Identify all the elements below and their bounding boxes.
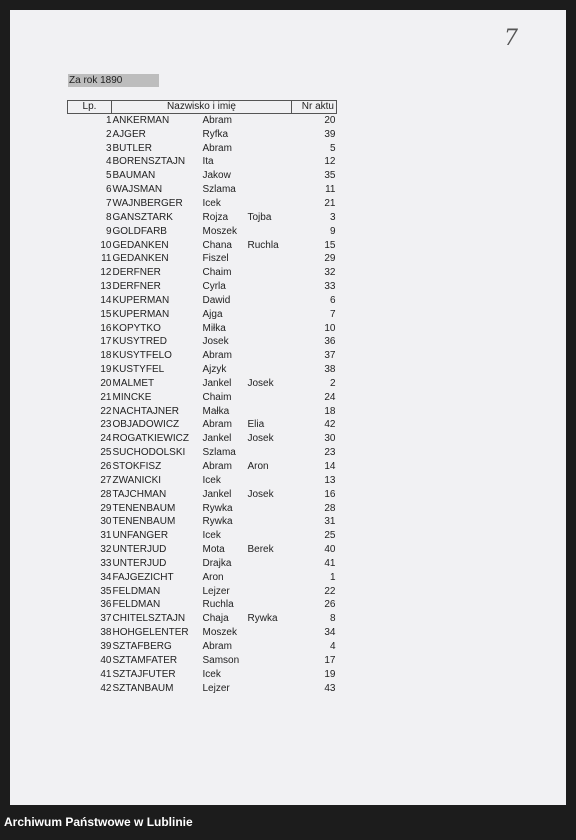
table-row — [68, 585, 337, 599]
first-name: Abram — [202, 350, 232, 362]
first-name: Mota — [202, 544, 225, 556]
surname: ANKERMAN — [112, 114, 170, 126]
table-row — [68, 336, 337, 350]
row-number: 14 — [100, 294, 112, 306]
surname: CHITELSZTAJN — [112, 613, 186, 625]
surname: SUCHODOLSKI — [112, 447, 186, 459]
act-number: 18 — [324, 405, 336, 417]
act-number: 37 — [324, 350, 336, 362]
second-name — [248, 225, 292, 239]
row-number: 19 — [100, 364, 112, 376]
second-name — [248, 280, 292, 294]
second-name — [248, 474, 292, 488]
row-number: 26 — [100, 461, 112, 473]
table-row — [68, 266, 337, 280]
first-name: Chaja — [202, 613, 229, 625]
table-row — [68, 169, 337, 183]
row-number: 30 — [100, 516, 112, 528]
first-name: Miłka — [202, 322, 226, 334]
act-number: 21 — [324, 197, 336, 209]
surname: MINCKE — [112, 391, 152, 403]
row-number: 24 — [100, 433, 112, 445]
first-name: Szlama — [202, 184, 236, 196]
first-name: Lejzer — [202, 585, 230, 597]
surname: ROGATKIEWICZ — [112, 433, 189, 445]
table-row — [68, 225, 337, 239]
table-row — [68, 142, 337, 156]
row-number: 16 — [100, 322, 112, 334]
row-number: 1 — [105, 114, 112, 126]
surname: KUSYTRED — [112, 336, 167, 348]
surname: UNTERJUD — [112, 544, 167, 556]
row-number: 10 — [100, 239, 112, 251]
second-name — [248, 557, 292, 571]
table-row — [68, 114, 337, 128]
row-number: 13 — [100, 281, 112, 293]
surname: STOKFISZ — [112, 461, 162, 473]
first-name: Icek — [202, 530, 221, 542]
act-number: 7 — [329, 308, 336, 320]
act-number: 2 — [329, 377, 336, 389]
row-number: 11 — [101, 253, 112, 265]
table-row — [68, 571, 337, 585]
act-number: 31 — [324, 516, 336, 528]
first-name: Ajzyk — [202, 364, 227, 376]
second-name — [248, 405, 292, 419]
table-row — [68, 156, 337, 170]
row-number: 34 — [100, 571, 112, 583]
row-number: 17 — [100, 336, 112, 348]
second-name: Josek — [247, 488, 274, 500]
year-label: Za rok 1890 — [68, 74, 159, 87]
first-name: Jankel — [202, 488, 232, 500]
surname: FAJGEZICHT — [112, 571, 174, 583]
act-number: 4 — [329, 640, 336, 652]
second-name — [248, 156, 292, 170]
second-name — [248, 529, 292, 543]
second-name — [248, 654, 292, 668]
surname: SZTAMFATER — [112, 654, 178, 666]
surname: BUTLER — [112, 142, 152, 154]
second-name: Tojba — [247, 211, 272, 223]
row-number: 38 — [100, 627, 112, 639]
surname: FELDMAN — [112, 599, 161, 611]
surname: HOHGELENTER — [112, 627, 189, 639]
act-number: 30 — [324, 433, 336, 445]
first-name: Ryfka — [202, 128, 229, 140]
table-row — [68, 640, 337, 654]
surname: ZWANICKI — [112, 474, 162, 486]
second-name — [248, 349, 292, 363]
surname: GEDANKEN — [112, 253, 169, 265]
act-number: 25 — [324, 530, 336, 542]
act-number: 20 — [324, 114, 336, 126]
act-number: 39 — [324, 128, 336, 140]
act-number: 10 — [324, 322, 336, 334]
row-number: 35 — [100, 585, 112, 597]
row-number: 40 — [100, 654, 112, 666]
surname: GEDANKEN — [112, 239, 169, 251]
second-name — [248, 571, 292, 585]
surname: BORENSZTAJN — [112, 156, 186, 168]
first-name: Moszek — [202, 225, 237, 237]
table-row — [68, 322, 337, 336]
second-name — [248, 391, 292, 405]
row-number: 29 — [100, 502, 112, 514]
first-name: Jankel — [202, 433, 232, 445]
row-number: 18 — [100, 350, 112, 362]
first-name: Abram — [202, 461, 232, 473]
table-row — [68, 363, 337, 377]
second-name — [248, 252, 292, 266]
row-number: 27 — [100, 474, 112, 486]
act-number: 16 — [324, 488, 336, 500]
row-number: 32 — [100, 544, 112, 556]
row-number: 25 — [100, 447, 112, 459]
table-row — [68, 128, 337, 142]
first-name: Fiszel — [202, 253, 229, 265]
surname: OBJADOWICZ — [112, 419, 180, 431]
act-number: 29 — [324, 253, 336, 265]
surname: WAJSMAN — [112, 184, 163, 196]
first-name: Jankel — [202, 377, 232, 389]
first-name: Rojza — [202, 211, 229, 223]
surname: TAJCHMAN — [112, 488, 167, 500]
surname: SZTANBAUM — [112, 682, 174, 694]
act-number: 19 — [324, 668, 336, 680]
table-row — [68, 668, 337, 682]
archive-footer: Archiwum Państwowe w Lublinie — [4, 815, 193, 829]
act-number: 38 — [324, 364, 336, 376]
table-row — [68, 432, 337, 446]
act-number: 3 — [329, 211, 336, 223]
table-row — [68, 197, 337, 211]
second-name — [248, 197, 292, 211]
surname: DERFNER — [112, 281, 161, 293]
first-name: Chana — [202, 239, 232, 251]
second-name — [248, 114, 292, 128]
row-number: 28 — [100, 488, 112, 500]
surname: KUSTYFEL — [112, 364, 165, 376]
second-name: Elia — [247, 419, 265, 431]
page-number: 7 — [504, 26, 518, 51]
table-row — [68, 183, 337, 197]
second-name — [248, 322, 292, 336]
table-row — [68, 446, 337, 460]
surname: BAUMAN — [112, 170, 156, 182]
table-row — [68, 280, 337, 294]
row-number: 4 — [105, 156, 112, 168]
act-number: 26 — [324, 599, 336, 611]
row-number: 42 — [100, 682, 112, 694]
second-name: Ruchla — [247, 239, 279, 251]
second-name: Rywka — [247, 613, 278, 625]
table-row — [68, 502, 337, 516]
surname: KUSYTFELO — [112, 350, 172, 362]
surname: UNTERJUD — [112, 557, 167, 569]
table-header-row — [68, 101, 337, 114]
row-number: 33 — [100, 557, 112, 569]
row-number: 23 — [100, 419, 112, 431]
first-name: Ita — [202, 156, 214, 168]
act-number: 8 — [329, 613, 336, 625]
surname: GOLDFARB — [112, 225, 167, 237]
surname: TENENBAUM — [112, 516, 176, 528]
act-number: 1 — [329, 571, 336, 583]
surname: KUPERMAN — [112, 294, 170, 306]
header-name: Nazwisko i imię — [112, 101, 292, 114]
row-number: 22 — [100, 405, 112, 417]
header-lp: Lp. — [68, 101, 112, 114]
second-name — [248, 585, 292, 599]
first-name: Icek — [202, 668, 221, 680]
second-name — [248, 266, 292, 280]
act-number: 36 — [324, 336, 336, 348]
act-number: 34 — [324, 627, 336, 639]
act-number: 5 — [329, 142, 336, 154]
table-row — [68, 515, 337, 529]
table-row — [68, 654, 337, 668]
second-name: Josek — [247, 433, 274, 445]
table-row — [68, 474, 337, 488]
table-row — [68, 239, 337, 253]
row-number: 6 — [105, 184, 112, 196]
act-number: 13 — [324, 474, 336, 486]
first-name: Szlama — [202, 447, 236, 459]
act-number: 40 — [324, 544, 336, 556]
first-name: Dawid — [202, 294, 231, 306]
first-name: Moszek — [202, 627, 237, 639]
surname: DERFNER — [112, 267, 161, 279]
first-name: Abram — [202, 640, 232, 652]
act-number: 42 — [324, 419, 336, 431]
act-number: 28 — [324, 502, 336, 514]
second-name — [248, 336, 292, 350]
table-body — [68, 114, 337, 696]
row-number: 3 — [105, 142, 112, 154]
first-name: Cyrla — [202, 281, 226, 293]
first-name: Jakow — [202, 170, 231, 182]
row-number: 21 — [100, 391, 112, 403]
second-name — [248, 183, 292, 197]
row-number: 7 — [105, 197, 112, 209]
first-name: Ruchla — [202, 599, 234, 611]
surname: SZTAFBERG — [112, 640, 172, 652]
second-name: Aron — [247, 461, 269, 473]
first-name: Icek — [202, 474, 221, 486]
table-row — [68, 460, 337, 474]
first-name: Ajga — [202, 308, 223, 320]
second-name — [248, 446, 292, 460]
table-row — [68, 599, 337, 613]
second-name: Berek — [247, 544, 274, 556]
surname: NACHTAJNER — [112, 405, 179, 417]
surname: UNFANGER — [112, 530, 169, 542]
act-number: 17 — [324, 654, 336, 666]
row-number: 41 — [100, 668, 112, 680]
surname: MALMET — [112, 377, 155, 389]
second-name — [248, 682, 292, 696]
row-number: 39 — [100, 640, 112, 652]
act-number: 23 — [324, 447, 336, 459]
row-number: 36 — [100, 599, 112, 611]
first-name: Rywka — [202, 502, 233, 514]
surname: KUPERMAN — [112, 308, 170, 320]
table-row — [68, 557, 337, 571]
row-number: 2 — [105, 128, 112, 140]
second-name — [248, 142, 292, 156]
table-row — [68, 419, 337, 433]
act-number: 33 — [324, 281, 336, 293]
first-name: Icek — [202, 197, 221, 209]
document-page — [10, 10, 566, 805]
act-number: 9 — [329, 225, 336, 237]
act-number: 22 — [324, 585, 336, 597]
second-name: Josek — [247, 377, 274, 389]
table-row — [68, 377, 337, 391]
table-row — [68, 488, 337, 502]
first-name: Josek — [202, 336, 229, 348]
first-name: Abram — [202, 142, 232, 154]
surname: SZTAJFUTER — [112, 668, 176, 680]
row-number: 9 — [105, 225, 112, 237]
act-number: 6 — [329, 294, 336, 306]
first-name: Samson — [202, 654, 240, 666]
second-name — [248, 128, 292, 142]
act-number: 15 — [324, 239, 336, 251]
table-row — [68, 529, 337, 543]
header-act: Nr aktu — [292, 101, 337, 114]
table-row — [68, 391, 337, 405]
act-number: 11 — [325, 184, 336, 196]
first-name: Lejzer — [202, 682, 230, 694]
first-name: Chaim — [202, 391, 232, 403]
act-number: 43 — [324, 682, 336, 694]
second-name — [248, 515, 292, 529]
first-name: Drajka — [202, 557, 232, 569]
surname: GANSZTARK — [112, 211, 173, 223]
surname: AJGER — [112, 128, 146, 140]
surname: KOPYTKO — [112, 322, 161, 334]
second-name — [248, 626, 292, 640]
second-name — [248, 169, 292, 183]
row-number: 37 — [100, 613, 112, 625]
table-row — [68, 211, 337, 225]
row-number: 5 — [105, 170, 112, 182]
row-number: 12 — [100, 267, 112, 279]
act-number: 32 — [324, 267, 336, 279]
table-row — [68, 543, 337, 557]
first-name: Abram — [202, 114, 232, 126]
first-name: Rywka — [202, 516, 233, 528]
second-name — [248, 294, 292, 308]
table-row — [68, 294, 337, 308]
first-name: Abram — [202, 419, 232, 431]
table-row — [68, 308, 337, 322]
first-name: Aron — [202, 571, 224, 583]
second-name — [248, 640, 292, 654]
first-name: Małka — [202, 405, 230, 417]
second-name — [248, 502, 292, 516]
second-name — [248, 668, 292, 682]
row-number: 31 — [100, 530, 112, 542]
act-number: 14 — [324, 461, 336, 473]
first-name: Chaim — [202, 267, 232, 279]
act-number: 12 — [324, 156, 336, 168]
table-row — [68, 349, 337, 363]
records-table — [67, 100, 337, 695]
table-row — [68, 682, 337, 696]
second-name — [248, 599, 292, 613]
table-row — [68, 405, 337, 419]
act-number: 35 — [324, 170, 336, 182]
row-number: 15 — [100, 308, 112, 320]
table-row — [68, 612, 337, 626]
act-number: 41 — [324, 557, 336, 569]
table-row — [68, 252, 337, 266]
second-name — [248, 308, 292, 322]
second-name — [248, 363, 292, 377]
surname: WAJNBERGER — [112, 197, 183, 209]
table-row — [68, 626, 337, 640]
row-number: 8 — [105, 211, 112, 223]
surname: TENENBAUM — [112, 502, 176, 514]
row-number: 20 — [100, 377, 112, 389]
act-number: 24 — [324, 391, 336, 403]
surname: FELDMAN — [112, 585, 161, 597]
